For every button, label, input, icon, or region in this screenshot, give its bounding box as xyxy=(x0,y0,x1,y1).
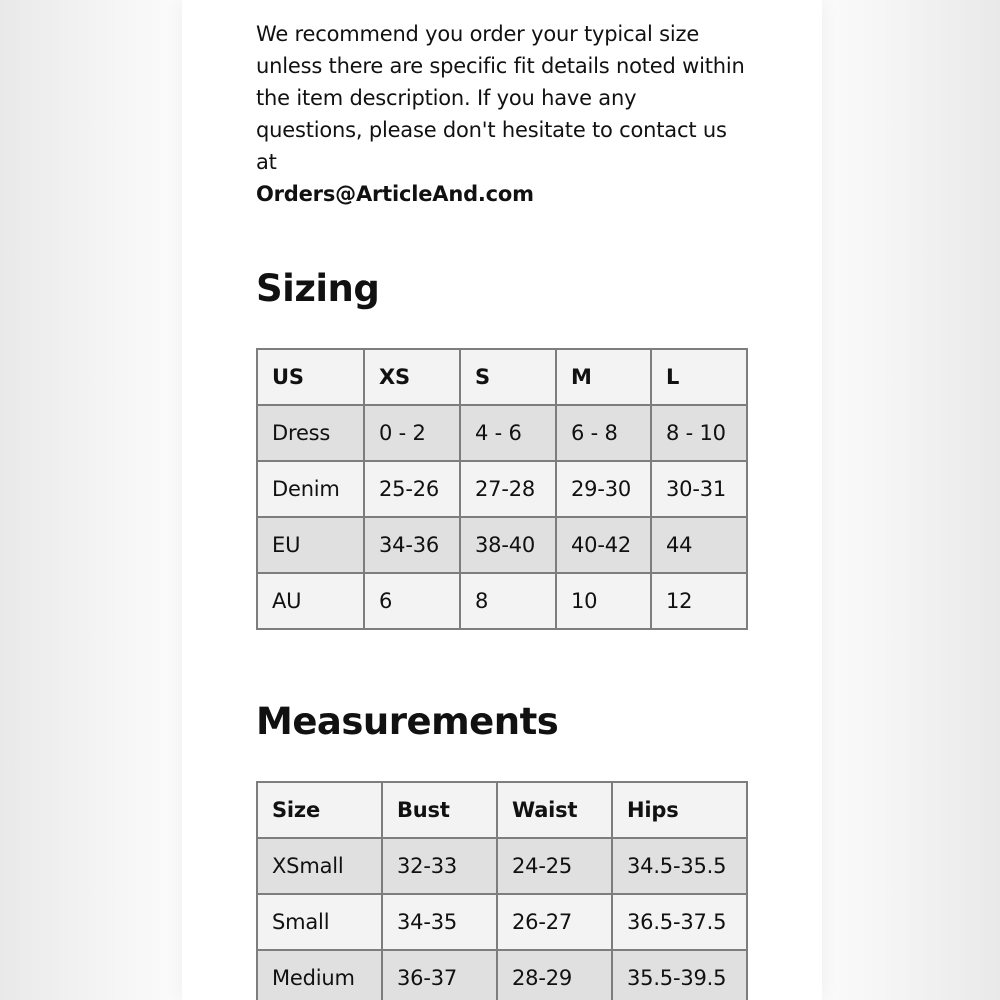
table-row xyxy=(257,573,747,629)
measurements-header-row xyxy=(257,782,747,838)
table-cell: 27-28 xyxy=(460,461,556,517)
table-cell: Dress xyxy=(257,405,364,461)
table-row xyxy=(257,461,747,517)
table-cell: 0 - 2 xyxy=(364,405,460,461)
sizing-table xyxy=(256,348,748,630)
table-cell: 35.5-39.5 xyxy=(612,950,747,1000)
measurements-header-cell: Waist xyxy=(497,782,612,838)
table-cell: Denim xyxy=(257,461,364,517)
sizing-header-cell: M xyxy=(556,349,651,405)
table-cell: 10 xyxy=(556,573,651,629)
table-cell: 29-30 xyxy=(556,461,651,517)
sizing-header-cell: XS xyxy=(364,349,460,405)
sizing-header-cell: US xyxy=(257,349,364,405)
intro-text: We recommend you order your typical size unless there are specific fit details noted within the item description. If you have any questions, please don't hesitate to contact us at xyxy=(256,22,745,174)
table-cell: 8 xyxy=(460,573,556,629)
table-cell: 32-33 xyxy=(382,838,497,894)
table-cell: Medium xyxy=(257,950,382,1000)
size-guide-card xyxy=(182,0,822,1000)
contact-email[interactable]: Orders@ArticleAnd.com xyxy=(256,182,534,206)
measurements-header-cell: Size xyxy=(257,782,382,838)
table-cell: 36-37 xyxy=(382,950,497,1000)
sizing-heading: Sizing xyxy=(256,267,380,310)
table-cell: 6 - 8 xyxy=(556,405,651,461)
table-cell: 24-25 xyxy=(497,838,612,894)
table-cell: 8 - 10 xyxy=(651,405,747,461)
table-cell: 34-36 xyxy=(364,517,460,573)
table-cell: AU xyxy=(257,573,364,629)
table-cell: 34-35 xyxy=(382,894,497,950)
measurements-header-cell: Bust xyxy=(382,782,497,838)
table-cell: 28-29 xyxy=(497,950,612,1000)
sizing-header-cell: L xyxy=(651,349,747,405)
table-cell: 25-26 xyxy=(364,461,460,517)
table-row xyxy=(257,894,747,950)
table-cell: 12 xyxy=(651,573,747,629)
table-cell: XSmall xyxy=(257,838,382,894)
table-cell: Small xyxy=(257,894,382,950)
table-cell: 38-40 xyxy=(460,517,556,573)
table-cell: 34.5-35.5 xyxy=(612,838,747,894)
table-row xyxy=(257,405,747,461)
sizing-header-row xyxy=(257,349,747,405)
measurements-heading: Measurements xyxy=(256,700,559,743)
table-cell: 4 - 6 xyxy=(460,405,556,461)
measurements-header-cell: Hips xyxy=(612,782,747,838)
table-cell: 6 xyxy=(364,573,460,629)
table-row xyxy=(257,950,747,1000)
table-cell: 36.5-37.5 xyxy=(612,894,747,950)
table-cell: 40-42 xyxy=(556,517,651,573)
size-guide-content xyxy=(256,18,746,1000)
intro-paragraph xyxy=(256,18,746,210)
table-row xyxy=(257,517,747,573)
table-cell: 44 xyxy=(651,517,747,573)
table-row xyxy=(257,838,747,894)
measurements-table xyxy=(256,781,748,1000)
table-cell: 30-31 xyxy=(651,461,747,517)
table-cell: 26-27 xyxy=(497,894,612,950)
table-cell: EU xyxy=(257,517,364,573)
sizing-header-cell: S xyxy=(460,349,556,405)
